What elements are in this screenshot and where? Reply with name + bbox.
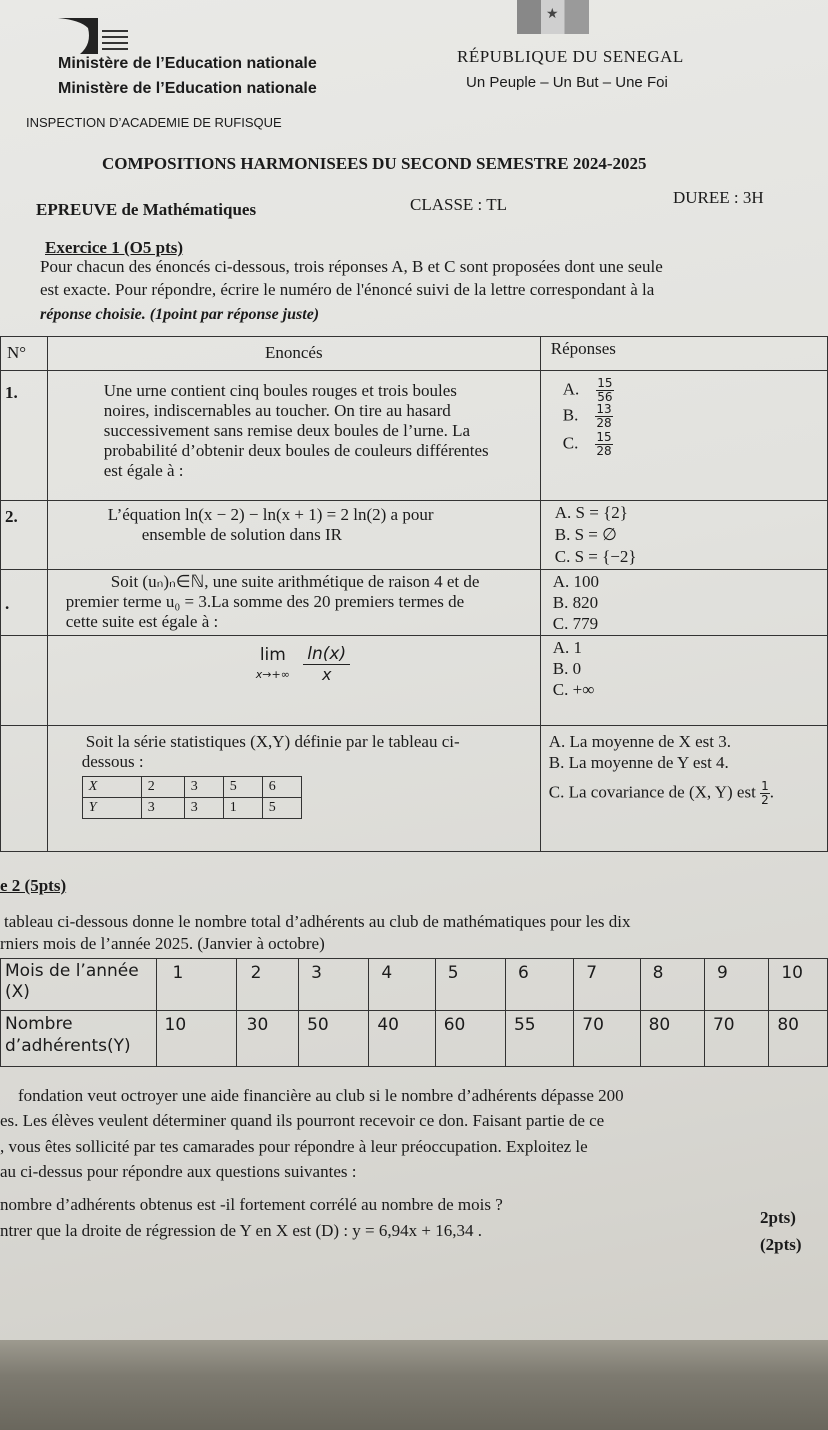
q1-a-denominator: 56 <box>597 390 613 404</box>
q5-line: dessous : <box>81 752 144 771</box>
q4-statement-cell <box>47 636 540 726</box>
exercise2-question-1-points: 2pts) <box>760 1208 796 1227</box>
q4-denominator: x <box>321 665 332 684</box>
epreuve: EPREUVE de Mathématiques <box>36 200 257 219</box>
exam-title: COMPOSITIONS HARMONISEES DU SECOND SEMESTRE 2024-2025 <box>102 154 647 173</box>
x-value: 6 <box>262 777 301 798</box>
q4-answers <box>541 636 827 701</box>
q1-line: probabilité d’obtenir deux boules de couleurs différentes <box>103 441 489 460</box>
republic-motto: Un Peuple – Un But – Une Foi <box>466 74 668 91</box>
q3-answer-a: A. 100 <box>552 572 600 591</box>
y-value: 5 <box>262 798 301 819</box>
q3-line: Soit (uₙ)ₙ∈ℕ, une suite arithmétique de raison 4 et de <box>110 572 480 591</box>
qcm-table <box>0 336 828 852</box>
members-cell: 40 <box>369 1011 435 1067</box>
q5-c-denominator: 2 <box>761 793 769 807</box>
exercise2-line-1: tableau ci-dessous donne le nombre total d’adhérents au club de mathématiques pour les dix <box>4 912 631 931</box>
q5-statement <box>48 726 540 819</box>
q1-answer-c <box>563 431 827 459</box>
q3-answer-b: B. 820 <box>552 593 599 612</box>
members-cell: 70 <box>574 1011 640 1067</box>
q1-b-numerator: 13 <box>596 402 612 416</box>
q3-line: cette suite est égale à : <box>65 612 219 631</box>
q1-answers-cell <box>540 371 827 501</box>
members-cell: 60 <box>435 1011 505 1067</box>
x-value: 2 <box>141 777 184 798</box>
q3-statement-cell <box>47 570 540 636</box>
exercise2-para-3: , vous êtes sollicité par tes camarades pour répondre à leur préoccupation. Exploitez le <box>0 1137 588 1156</box>
q1-line: noires, indiscernables au toucher. On tire au hasard <box>103 401 451 420</box>
header-num: N° <box>7 343 27 362</box>
q1-num-cell <box>1 371 48 501</box>
members-cell: 10 <box>156 1011 236 1067</box>
question-row-2 <box>1 501 828 570</box>
q2-answers <box>541 501 827 569</box>
q1-c-numerator: 15 <box>596 430 612 444</box>
month-cell: 3 <box>299 959 369 1011</box>
q1-statement <box>48 371 540 481</box>
q4-num-cell <box>1 636 48 726</box>
x-value: 5 <box>223 777 262 798</box>
q5-answer-b: B. La moyenne de Y est 4. <box>548 753 729 772</box>
exercise2-line-2: rniers mois de l’année 2025. (Janvier à octobre) <box>0 934 325 953</box>
q1-answer-a <box>563 377 827 403</box>
month-cell: 7 <box>574 959 640 1011</box>
members-cell: 55 <box>505 1011 573 1067</box>
q1-line: successivement sans remise deux boules de l’urne. La <box>103 421 471 440</box>
q1-a-numerator: 15 <box>597 376 613 390</box>
members-cell: 30 <box>236 1011 298 1067</box>
q5-c-numerator: 1 <box>761 779 769 793</box>
month-cell: 1 <box>156 959 236 1011</box>
q1-c-denominator: 28 <box>596 444 612 458</box>
q4-limit <box>256 645 290 685</box>
q4-fraction <box>303 644 350 685</box>
classe: CLASSE : TL <box>410 195 507 214</box>
q5-answers-cell <box>540 726 827 852</box>
question-row-3 <box>1 570 828 636</box>
exercise2-para-2: es. Les élèves veulent déterminer quand ils pourront recevoir ce don. Faisant partie de ce <box>0 1111 605 1130</box>
q5-num-cell <box>1 726 48 852</box>
q2-num-cell <box>1 501 48 570</box>
header-enonces: Enoncés <box>264 343 323 362</box>
month-cell: 6 <box>505 959 573 1011</box>
ministry-logo <box>58 14 130 58</box>
y-value: 1 <box>223 798 262 819</box>
header-num-cell <box>1 337 48 371</box>
y-label: Y <box>82 798 141 819</box>
members-cell: 80 <box>640 1011 704 1067</box>
q2-line: L’équation ln(x − 2) − ln(x + 1) = 2 ln(2) a pour <box>107 505 434 524</box>
members-label: Nombre <box>5 1014 73 1034</box>
q4-answer-b: B. 0 <box>552 659 582 678</box>
ministry-line-1: Ministère de l’Education nationale <box>58 55 317 72</box>
q1-answer-b <box>563 403 827 431</box>
q5-c-text: C. La covariance de (X, Y) est <box>548 782 756 802</box>
exercise2-question-2: ntrer que la droite de régression de Y en X est (D) : y = 6,94x + 16,34 . <box>0 1221 482 1240</box>
q3-answer-c: C. 779 <box>552 614 599 633</box>
q1-num: 1. <box>5 383 18 402</box>
header-reponses-cell <box>540 337 827 371</box>
members-cell: 50 <box>299 1011 369 1067</box>
y-value: 3 <box>141 798 184 819</box>
q1-statement-cell <box>47 371 540 501</box>
members-cell: 70 <box>704 1011 768 1067</box>
q3-answers <box>541 570 827 635</box>
q3-num: . <box>5 594 10 613</box>
x-value: 3 <box>184 777 223 798</box>
table-surface <box>0 1340 828 1430</box>
members-label-sub: d’adhérents(Y) <box>5 1036 131 1056</box>
month-cell: 2 <box>236 959 298 1011</box>
months-row <box>1 959 828 1011</box>
x-label: X <box>82 777 141 798</box>
q1-a-label: A. <box>562 379 580 399</box>
q3-answers-cell <box>540 570 827 636</box>
q5-answers <box>541 726 827 807</box>
q5-answer-c: C. La covariance de (X, Y) est $\frac{1}{2}$. <box>548 779 774 807</box>
month-cell: 4 <box>369 959 435 1011</box>
q1-c-label: C. <box>562 433 579 453</box>
inspection: INSPECTION D’ACADEMIE DE RUFISQUE <box>26 115 282 130</box>
q3-line: premier terme u₀ = 3.La somme des 20 premiers termes de <box>65 592 465 611</box>
q2-answer-b: B. S = ∅ <box>554 525 617 544</box>
exercise2-title: e 2 (5pts) <box>0 876 67 895</box>
members-table <box>0 958 828 1067</box>
question-row-5 <box>1 726 828 852</box>
q1-answers <box>541 371 827 459</box>
duree: DUREE : 3H <box>673 188 764 207</box>
q2-answer-c: C. S = {−2} <box>554 547 637 566</box>
months-label-sub: (X) <box>5 982 30 1002</box>
exercise2-question-2-points: (2pts) <box>760 1235 802 1254</box>
q2-answers-cell <box>540 501 827 570</box>
exercise1-intro-1: Pour chacun des énoncés ci-dessous, trois réponses A, B et C sont proposées dont une seule <box>40 257 663 276</box>
exercise1-intro-2: est exacte. Pour répondre, écrire le numéro de l'énoncé suivi de la lettre correspondant à la <box>40 280 655 299</box>
months-label-cell <box>1 959 157 1011</box>
month-cell: 8 <box>640 959 704 1011</box>
q2-answer-a: A. S = {2} <box>554 503 628 522</box>
q5-line: Soit la série statistiques (X,Y) définie par le tableau ci- <box>85 732 460 751</box>
members-row <box>1 1011 828 1067</box>
q1-b-denominator: 28 <box>596 416 612 430</box>
q4-sub: x→+∞ <box>255 667 290 681</box>
xy-table <box>82 776 302 819</box>
q1-line: est égale à : <box>103 461 184 480</box>
q2-num: 2. <box>5 507 18 526</box>
header-enonces-cell <box>47 337 540 371</box>
question-row-4 <box>1 636 828 726</box>
q4-lim: lim <box>259 644 286 665</box>
senegal-flag <box>517 0 589 34</box>
q4-answer-a: A. 1 <box>552 638 583 657</box>
star-icon: ★ <box>546 6 559 22</box>
q1-line: Une urne contient cinq boules rouges et trois boules <box>103 381 457 400</box>
exercise1-title: Exercice 1 (O5 pts) <box>45 238 184 257</box>
q2-statement <box>48 501 540 545</box>
members-cell: 80 <box>769 1011 828 1067</box>
q2-line: ensemble de solution dans IR <box>141 525 342 544</box>
members-label-cell <box>1 1011 157 1067</box>
exercise1-intro-3: réponse choisie. (1point par réponse juste) <box>40 306 320 323</box>
ministry-line-2: Ministère de l’Education nationale <box>58 80 317 97</box>
y-value: 3 <box>184 798 223 819</box>
header-reponses: Réponses <box>550 339 616 358</box>
months-label: Mois de l’année <box>5 961 139 981</box>
month-cell: 5 <box>435 959 505 1011</box>
month-cell: 10 <box>769 959 828 1011</box>
exercise2-para-1: fondation veut octroyer une aide financière au club si le nombre d’adhérents dépasse 200 <box>18 1086 624 1105</box>
republic-title: RÉPUBLIQUE DU SENEGAL <box>457 47 684 66</box>
q5-statement-cell <box>47 726 540 852</box>
q4-numerator: ln(x) <box>303 644 350 665</box>
q1-b-label: B. <box>562 405 579 425</box>
q4-answers-cell <box>540 636 827 726</box>
q4-answer-c: C. +∞ <box>552 680 595 699</box>
q2-statement-cell <box>47 501 540 570</box>
month-cell: 9 <box>704 959 768 1011</box>
exercise2-question-1: nombre d’adhérents obtenus est -il fortement corrélé au nombre de mois ? <box>0 1195 503 1214</box>
q5-answer-a: A. La moyenne de X est 3. <box>548 732 731 751</box>
q3-statement <box>48 570 540 632</box>
q3-num-cell <box>1 570 48 636</box>
exercise2-para-4: au ci-dessus pour répondre aux questions suivantes : <box>0 1162 357 1181</box>
q4-statement <box>48 636 540 685</box>
question-row-1 <box>1 371 828 501</box>
